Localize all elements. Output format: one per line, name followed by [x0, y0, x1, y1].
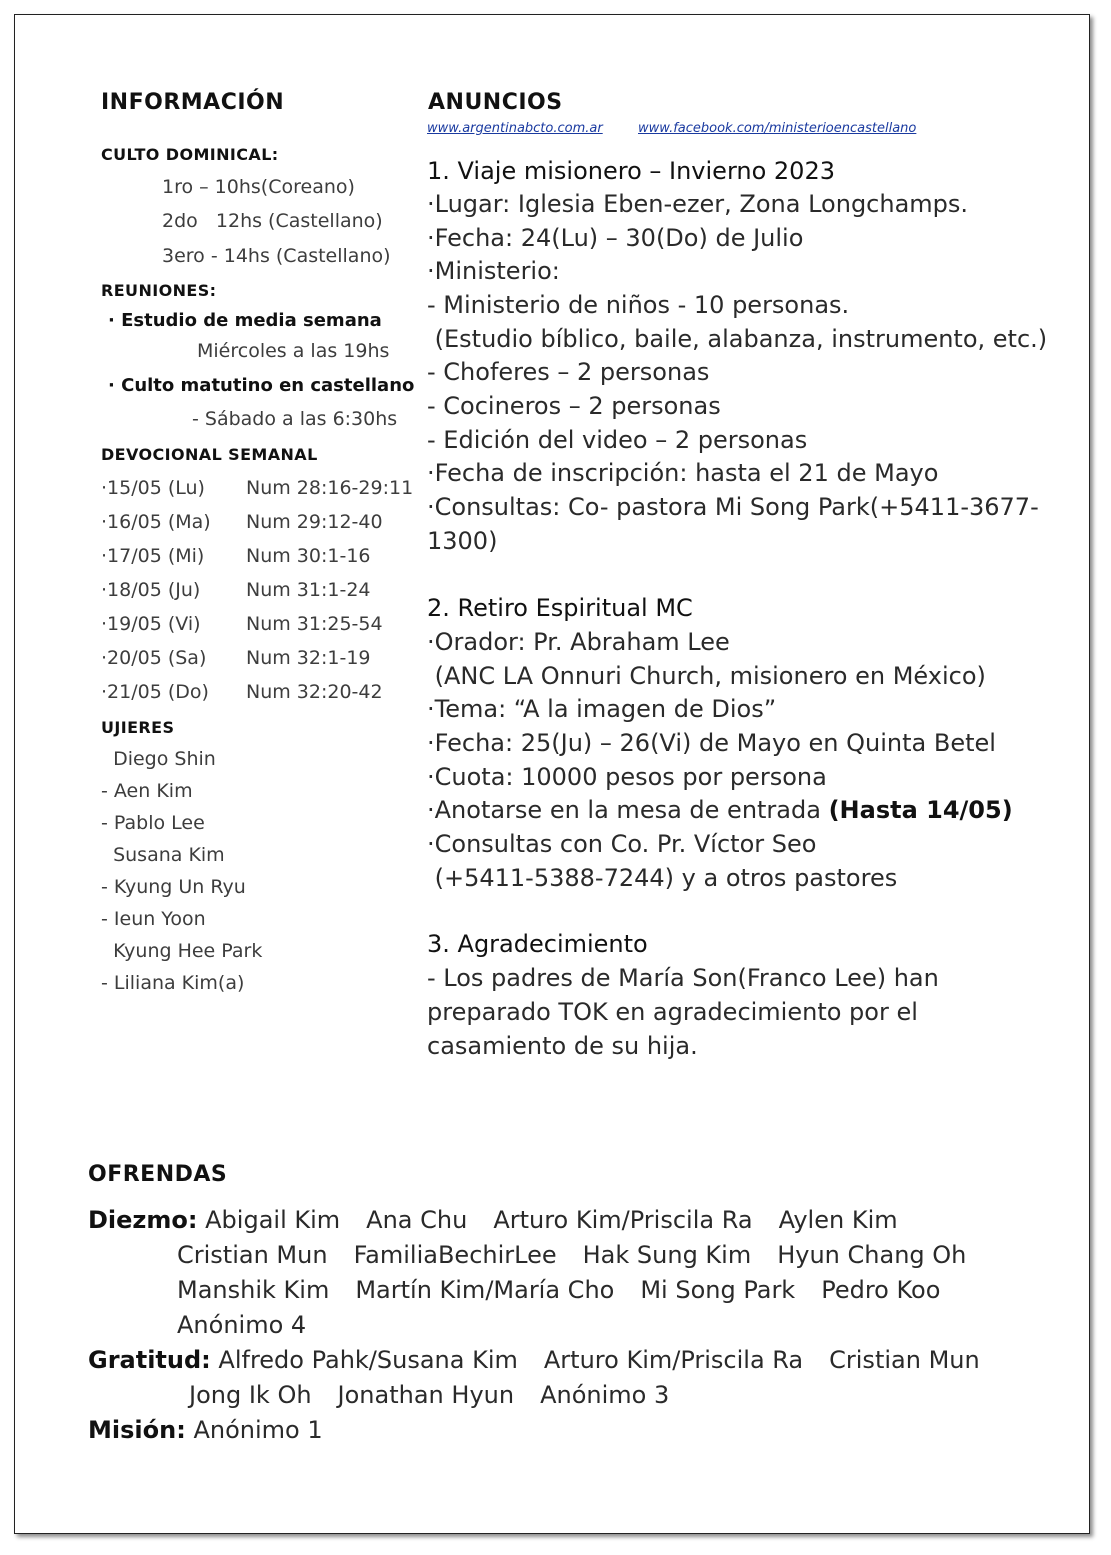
diezmo-row: [177, 1276, 966, 1304]
anuncio-line: ·Consultas con Co. Pr. Víctor Seo: [427, 830, 817, 858]
reunion-title: · Estudio de media semana: [108, 310, 382, 331]
diezmo-label: Diezmo:: [88, 1206, 198, 1234]
reunion-title: · Culto matutino en castellano: [108, 375, 415, 396]
anuncio-line: ·Fecha: 25(Ju) – 26(Vi) de Mayo en Quinta Betel: [427, 729, 996, 757]
devocional-day: ·21/05 (Do): [101, 681, 209, 703]
donor-name: Hak Sung Kim: [582, 1241, 752, 1269]
gratitud-row: [189, 1381, 695, 1409]
donor-name: Aylen Kim: [778, 1206, 898, 1234]
anuncio-line: ·Fecha: 24(Lu) – 30(Do) de Julio: [427, 224, 804, 252]
ujier-name: - Liliana Kim(a): [101, 972, 245, 994]
donor-name: Pedro Koo: [821, 1276, 941, 1304]
diezmo-row: [177, 1311, 332, 1339]
diezmo-row: [88, 1206, 924, 1234]
anuncio-line: ·Fecha de inscripción: hasta el 21 de Mayo: [427, 459, 939, 487]
donor-name: Anónimo 4: [177, 1311, 307, 1339]
donor-name: Arturo Kim/Priscila Ra: [493, 1206, 753, 1234]
anuncio-line: ·Ministerio:: [427, 257, 560, 285]
culto-line: 1ro – 10hs(Coreano): [162, 176, 355, 198]
devocional-ref: Num 29:12-40: [246, 511, 383, 533]
ujier-name: - Kyung Un Ryu: [101, 876, 246, 898]
ujier-name: Susana Kim: [101, 844, 225, 866]
anuncio-line: - Cocineros – 2 personas: [427, 392, 721, 420]
devocional-day: ·19/05 (Vi): [101, 613, 201, 635]
anuncio-line: ·Lugar: Iglesia Eben-ezer, Zona Longchamps.: [427, 190, 969, 218]
devocional-day: ·17/05 (Mi): [101, 545, 205, 567]
anuncio-line: (Estudio bíblico, baile, alabanza, instrumento, etc.): [427, 325, 1048, 353]
website-link[interactable]: www.argentinabcto.com.ar: [427, 121, 603, 136]
devocional-day: ·16/05 (Ma): [101, 511, 211, 533]
donor-name: Martín Kim/María Cho: [355, 1276, 615, 1304]
anuncio-1-title: 1. Viaje misionero – Invierno 2023: [427, 157, 835, 185]
devocional-ref: Num 28:16-29:11: [246, 477, 414, 499]
donor-name: FamiliaBechirLee: [353, 1241, 557, 1269]
anuncios-title: ANUNCIOS: [428, 90, 563, 115]
anuncio-line: - Ministerio de niños - 10 personas.: [427, 291, 850, 319]
donor-name: Anónimo 1: [193, 1416, 323, 1444]
anuncio-line: ·Tema: “A la imagen de Dios”: [427, 695, 777, 723]
diezmo-row: [177, 1241, 992, 1269]
anuncio-line: ·Consultas: Co- pastora Mi Song Park(+5411-3677-: [427, 493, 1039, 521]
devocional-ref: Num 30:1-16: [246, 545, 371, 567]
donor-name: Cristian Mun: [177, 1241, 328, 1269]
ujieres-heading: UJIERES: [101, 718, 175, 737]
anuncio-line: - Choferes – 2 personas: [427, 358, 710, 386]
donor-name: Cristian Mun: [829, 1346, 980, 1374]
devocional-ref: Num 31:25-54: [246, 613, 383, 635]
culto-heading: CULTO DOMINICAL:: [101, 145, 279, 164]
anuncio-line: [427, 796, 1013, 824]
donor-name: Arturo Kim/Priscila Ra: [543, 1346, 804, 1374]
devocional-ref: Num 31:1-24: [246, 579, 371, 601]
donor-name: Jonathan Hyun: [337, 1381, 515, 1409]
mision-label: Misión:: [88, 1416, 186, 1444]
donor-name: Mi Song Park: [640, 1276, 796, 1304]
anuncio-2-title: 2. Retiro Espiritual MC: [427, 594, 693, 622]
donor-name: Jong Ik Oh: [189, 1381, 312, 1409]
anuncio-line: (+5411-5388-7244) y a otros pastores: [427, 864, 898, 892]
donor-name: Anónimo 3: [540, 1381, 670, 1409]
anuncio-line: ·Cuota: 10000 pesos por persona: [427, 763, 827, 791]
donor-name: Manshik Kim: [177, 1276, 330, 1304]
devocional-ref: Num 32:20-42: [246, 681, 383, 703]
donor-name: Abigail Kim: [205, 1206, 341, 1234]
donor-name: Ana Chu: [366, 1206, 468, 1234]
anuncio-line: - Edición del video – 2 personas: [427, 426, 808, 454]
ujier-name: Kyung Hee Park: [101, 940, 263, 962]
reuniones-heading: REUNIONES:: [101, 281, 217, 300]
anuncio-line: preparado TOK en agradecimiento por el: [427, 998, 918, 1026]
culto-line: 3ero - 14hs (Castellano): [162, 245, 391, 267]
reunion-detail: Miércoles a las 19hs: [197, 340, 390, 362]
ujier-name: - Pablo Lee: [101, 812, 205, 834]
anotarse-text: ·Anotarse en la mesa de entrada: [427, 796, 829, 824]
mision-row: [88, 1416, 323, 1444]
gratitud-label: Gratitud:: [88, 1346, 211, 1374]
ofrendas-title: OFRENDAS: [88, 1162, 228, 1187]
anuncio-line: 1300): [427, 527, 498, 555]
reunion-detail: - Sábado a las 6:30hs: [192, 408, 398, 430]
devocional-heading: DEVOCIONAL SEMANAL: [101, 445, 318, 464]
anuncio-line: (ANC LA Onnuri Church, misionero en México): [427, 662, 986, 690]
devocional-day: ·20/05 (Sa): [101, 647, 207, 669]
ujier-name: Diego Shin: [101, 748, 216, 770]
devocional-day: ·18/05 (Ju): [101, 579, 201, 601]
facebook-link[interactable]: www.facebook.com/ministerioencastellano: [638, 121, 917, 136]
culto-line: 2do 12hs (Castellano): [162, 210, 383, 232]
devocional-day: ·15/05 (Lu): [101, 477, 205, 499]
anotarse-deadline: (Hasta 14/05): [828, 796, 1013, 824]
devocional-ref: Num 32:1-19: [246, 647, 371, 669]
anuncio-line: ·Orador: Pr. Abraham Lee: [427, 628, 730, 656]
ujier-name: - Aen Kim: [101, 780, 193, 802]
ujier-name: - Ieun Yoon: [101, 908, 206, 930]
anuncio-line: casamiento de su hija.: [427, 1032, 698, 1060]
anuncio-3-title: 3. Agradecimiento: [427, 930, 648, 958]
donor-name: Hyun Chang Oh: [777, 1241, 967, 1269]
donor-name: Alfredo Pahk/Susana Kim: [218, 1346, 518, 1374]
anuncio-line: - Los padres de María Son(Franco Lee) han: [427, 964, 939, 992]
info-title: INFORMACIÓN: [101, 90, 285, 115]
gratitud-row: [88, 1346, 1006, 1374]
